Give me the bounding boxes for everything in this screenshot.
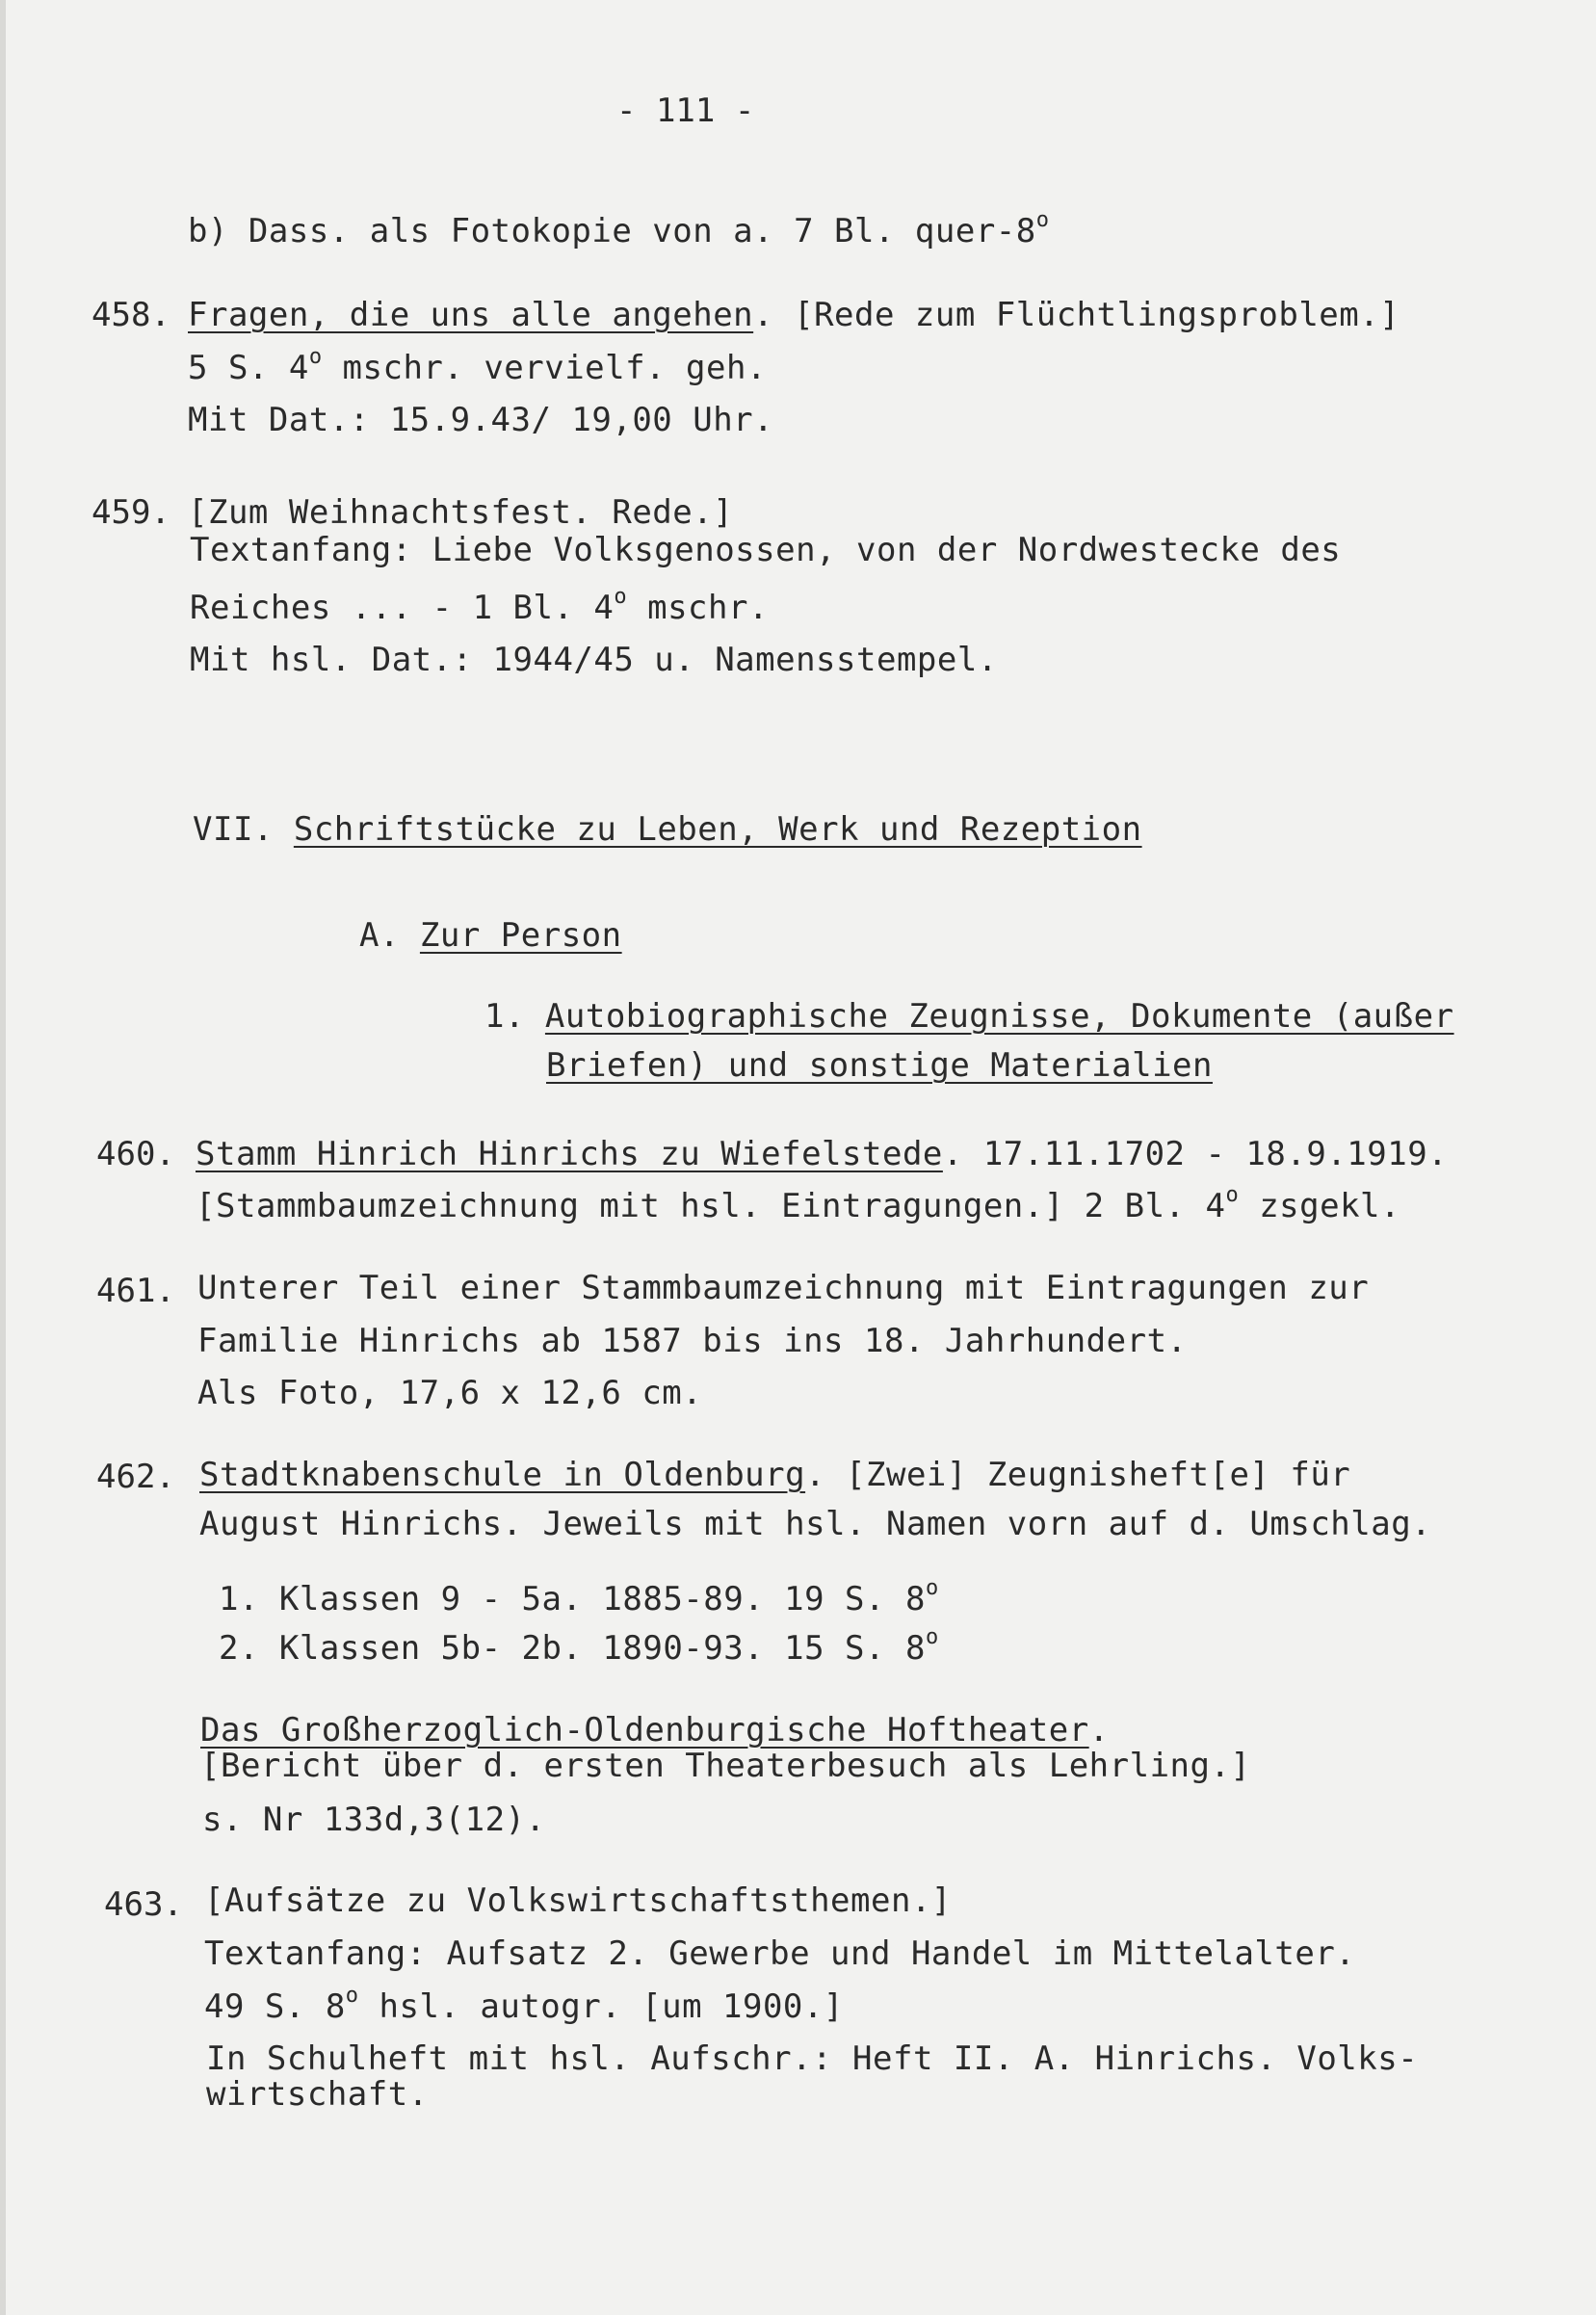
superscript: o xyxy=(1035,208,1050,232)
superscript: o xyxy=(308,345,323,369)
sub-entry-title: Das Großherzoglich-Oldenburgische Hoftheater xyxy=(200,1711,1089,1749)
entry-459-line1: [Zum Weihnachtsfest. Rede.] xyxy=(188,493,734,532)
section-1-title-line2: Briefen) und sonstige Materialien xyxy=(546,1046,1214,1085)
entry-459-line2: Textanfang: Liebe Volksgenossen, von der Nordwestecke des xyxy=(190,531,1342,569)
entry-462-title: Stadtknabenschule in Oldenburg xyxy=(199,1456,806,1494)
text: 1. xyxy=(484,997,545,1036)
text: 1. Klassen 9 - 5a. 1885-89. 19 S. 8 xyxy=(219,1580,926,1618)
text: 49 S. 8 xyxy=(204,1987,346,2026)
entry-458-title-rest: . [Rede zum Flüchtlingsproblem.] xyxy=(753,296,1400,334)
superscript: o xyxy=(345,1984,359,2008)
section-heading-1-line2 xyxy=(546,1046,1213,1085)
entry-462-item2 xyxy=(219,1625,939,1668)
entry-number-461: 461. xyxy=(96,1272,175,1310)
entry-458-line3: Mit Dat.: 15.9.43/ 19,00 Uhr. xyxy=(188,401,774,439)
superscript: o xyxy=(614,585,628,609)
entry-463-line1: [Aufsätze zu Volkswirtschaftsthemen.] xyxy=(204,1881,952,1920)
superscript: o xyxy=(1225,1183,1240,1207)
entry-462-line1 xyxy=(199,1456,1350,1494)
entry-459-line3 xyxy=(190,585,769,627)
entry-461-line1: Unterer Teil einer Stammbaumzeichnung mit Eintragungen zur xyxy=(197,1269,1370,1307)
text: zsgekl. xyxy=(1239,1187,1400,1225)
section-1-title-line1: Autobiographische Zeugnisse, Dokumente (außer xyxy=(544,997,1454,1036)
text: mschr. xyxy=(627,589,769,627)
entry-460-line2 xyxy=(196,1183,1400,1225)
entry-number-458: 458. xyxy=(92,296,170,334)
entry-457b xyxy=(188,208,1050,250)
entry-463-line2: Textanfang: Aufsatz 2. Gewerbe und Handel im Mittelalter. xyxy=(204,1934,1356,1973)
entry-459-line4: Mit hsl. Dat.: 1944/45 u. Namensstempel. xyxy=(190,641,998,679)
text: 5 S. 4 xyxy=(188,349,309,387)
entry-462-sub-title xyxy=(200,1711,1110,1749)
entry-460-line1 xyxy=(196,1135,1448,1173)
text: [Stammbaumzeichnung mit hsl. Eintragungen.] 2 Bl. 4 xyxy=(196,1187,1226,1225)
text: VII. xyxy=(193,810,294,849)
text: mschr. vervielf. geh. xyxy=(322,349,767,387)
entry-462-item1 xyxy=(219,1576,939,1618)
section-a-title: Zur Person xyxy=(419,916,622,955)
entry-458-line2 xyxy=(188,345,767,387)
text: A. xyxy=(359,916,420,955)
section-vii-title: Schriftstücke zu Leben, Werk und Rezeption xyxy=(293,810,1142,849)
entry-458-title: Fragen, die uns alle angehen xyxy=(188,296,754,334)
entry-461-line2: Familie Hinrichs ab 1587 bis ins 18. Jahrhundert. xyxy=(197,1322,1188,1360)
text: Reiches ... - 1 Bl. 4 xyxy=(190,589,615,627)
entry-461-line3: Als Foto, 17,6 x 12,6 cm. xyxy=(197,1374,703,1412)
entry-number-460: 460. xyxy=(96,1135,175,1173)
entry-number-463: 463. xyxy=(104,1885,183,1924)
section-heading-1 xyxy=(484,997,1454,1036)
entry-number-462: 462. xyxy=(96,1458,175,1496)
entry-457b-text: b) Dass. als Fotokopie von a. 7 Bl. quer-8 xyxy=(188,212,1036,250)
superscript: o xyxy=(925,1625,939,1649)
text: . 17.11.1702 - 18.9.1919. xyxy=(942,1135,1449,1173)
text: 2. Klassen 5b- 2b. 1890-93. 15 S. 8 xyxy=(219,1629,926,1668)
text: . [Zwei] Zeugnisheft[e] für xyxy=(805,1456,1351,1494)
entry-number-459: 459. xyxy=(92,493,170,532)
text: hsl. autogr. [um 1900.] xyxy=(358,1987,844,2026)
entry-462-line2: August Hinrichs. Jeweils mit hsl. Namen vorn auf d. Umschlag. xyxy=(199,1505,1432,1543)
entry-462-sub-line2: [Bericht über d. ersten Theaterbesuch als Lehrling.] xyxy=(200,1747,1251,1785)
entry-462-sub-line3: s. Nr 133d,3(12). xyxy=(202,1801,546,1839)
section-heading-a xyxy=(359,916,622,955)
section-heading-vii xyxy=(193,810,1142,849)
superscript: o xyxy=(925,1576,939,1600)
entry-458-line1 xyxy=(188,296,1400,334)
page-edge-shadow xyxy=(0,0,6,2315)
entry-460-title: Stamm Hinrich Hinrichs zu Wiefelstede xyxy=(196,1135,943,1173)
page-number: - 111 - xyxy=(616,92,755,130)
entry-463-line5: wirtschaft. xyxy=(206,2075,429,2114)
entry-463-line4: In Schulheft mit hsl. Aufschr.: Heft II. A. Hinrichs. Volks- xyxy=(206,2039,1419,2078)
text: . xyxy=(1088,1711,1110,1749)
entry-463-line3 xyxy=(204,1984,844,2026)
